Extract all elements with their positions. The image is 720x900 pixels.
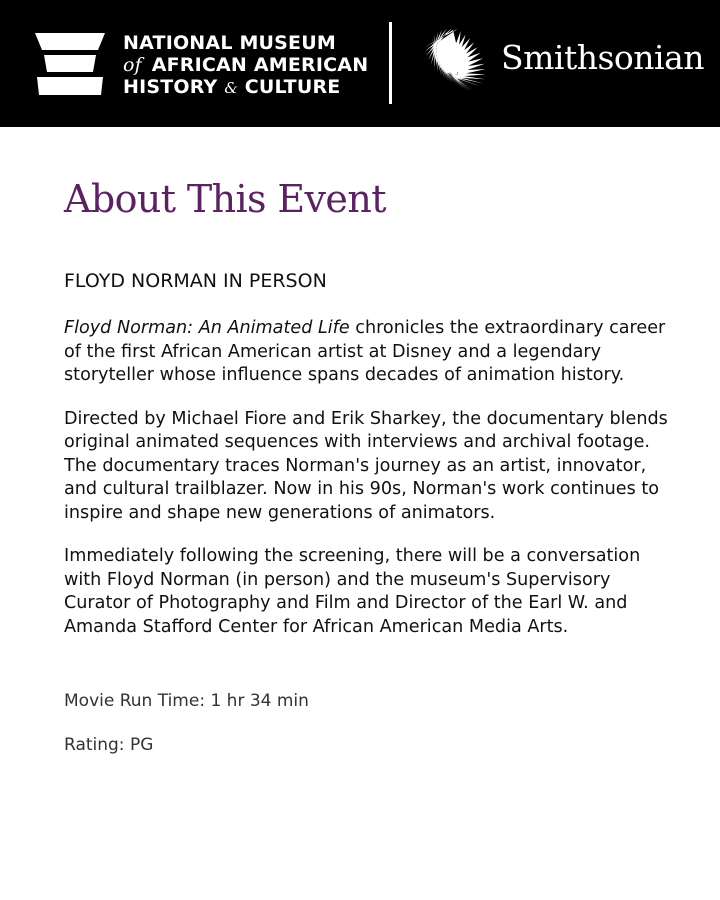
museum-name bbox=[123, 32, 368, 99]
smithsonian-sunburst-icon bbox=[419, 29, 487, 97]
description-paragraph-1-text: chronicles the extraordinary career of the first African American artist at Disney and a legendary storyteller whose influence spans decades of animation history. bbox=[64, 318, 666, 385]
museum-name-of: of bbox=[123, 54, 142, 76]
museum-name-ampersand: & bbox=[224, 79, 238, 97]
event-description bbox=[64, 175, 674, 757]
movie-run-time: Movie Run Time: 1 hr 34 min bbox=[64, 691, 309, 711]
museum-name-african-american: AFRICAN AMERICAN bbox=[151, 54, 369, 76]
nmaahc-building-logo-icon bbox=[35, 33, 105, 95]
smithsonian-wordmark: Smithsonian bbox=[501, 38, 705, 77]
museum-name-history: HISTORY bbox=[123, 76, 218, 98]
description-paragraph-2: Directed by Michael Fiore and Erik Sharkey, the documentary blends original animated sequences with interviews and archival footage. The documentary traces Norman's journey as an artist, innovator, and cultural trailblazer. Now in his 90s, Norman's work continues to inspire and shape new generations of animators. bbox=[64, 408, 668, 523]
museum-name-line-1: NATIONAL MUSEUM bbox=[123, 32, 336, 54]
page-title: About This Event bbox=[64, 177, 386, 221]
movie-rating: Rating: PG bbox=[64, 735, 154, 755]
site-header bbox=[0, 0, 720, 127]
film-title: Floyd Norman: An Animated Life bbox=[64, 318, 350, 338]
header-divider bbox=[389, 22, 392, 104]
description-paragraph-1 bbox=[64, 317, 674, 388]
museum-name-line-2 bbox=[123, 54, 368, 76]
event-name: FLOYD NORMAN IN PERSON bbox=[64, 270, 327, 292]
museum-name-culture: CULTURE bbox=[244, 76, 341, 98]
museum-name-line-3 bbox=[123, 76, 368, 99]
description-paragraph-3: Immediately following the screening, there will be a conversation with Floyd Norman (in person) and the museum's Supervisory Curator of Photography and Film and Director of the Earl W. and Amanda Stafford Center for African American Media Arts. bbox=[64, 546, 641, 637]
